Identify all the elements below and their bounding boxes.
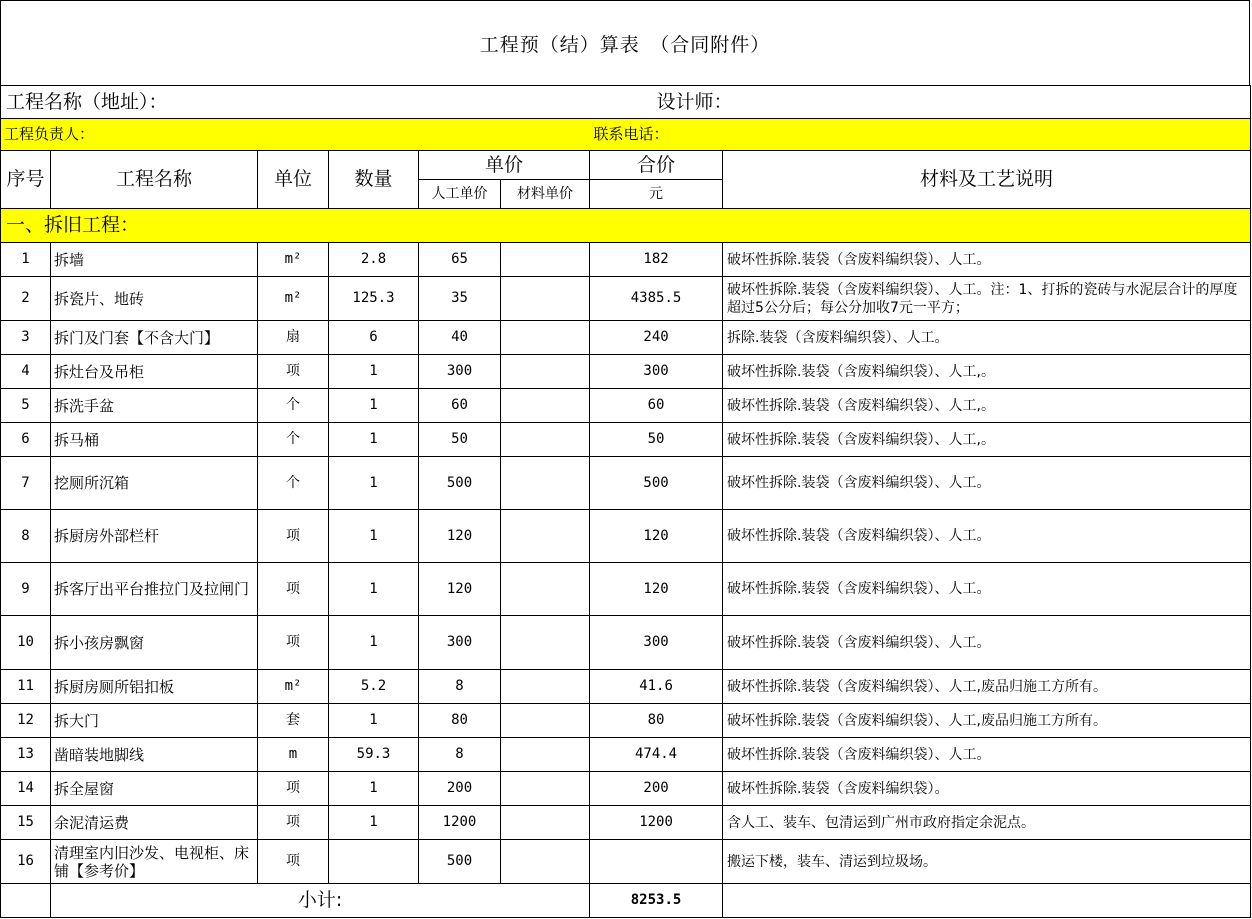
material-price-cell[interactable] (501, 738, 590, 772)
project-name-label: 工程名称（地址）： (6, 90, 168, 113)
item-name-cell[interactable]: 拆大门 (51, 704, 258, 738)
qty-cell[interactable]: 1 (329, 389, 419, 423)
item-name-cell[interactable]: 拆墙 (51, 243, 258, 277)
header-unit-price[interactable]: 单价 (419, 151, 590, 180)
labor-price-cell[interactable]: 8 (419, 738, 501, 772)
subtotal-row (1, 884, 1251, 918)
qty-cell[interactable] (329, 840, 419, 884)
labor-price-cell[interactable]: 60 (419, 389, 501, 423)
qty-cell[interactable]: 1 (329, 806, 419, 840)
material-price-cell[interactable] (501, 563, 590, 616)
desc-cell[interactable]: 破坏性拆除.装袋（含废料编织袋）、人工,废品归施工方所有。 (723, 670, 1251, 704)
desc-cell[interactable]: 破坏性拆除.装袋（含废料编织袋）、人工,。 (723, 423, 1251, 457)
seq-cell[interactable]: 1 (1, 243, 51, 277)
labor-price-cell[interactable]: 40 (419, 321, 501, 355)
labor-price-cell[interactable]: 65 (419, 243, 501, 277)
desc-cell[interactable]: 破坏性拆除.装袋（含废料编织袋）、人工,。 (723, 355, 1251, 389)
material-price-cell[interactable] (501, 423, 590, 457)
subtotal-empty-cell[interactable] (1, 884, 51, 918)
material-price-cell[interactable] (501, 510, 590, 563)
unit-cell[interactable]: 个 (258, 389, 329, 423)
desc-cell[interactable]: 破坏性拆除.装袋（含废料编织袋）、人工。 (723, 738, 1251, 772)
labor-price-cell[interactable]: 80 (419, 704, 501, 738)
unit-cell[interactable]: 项 (258, 355, 329, 389)
total-cell[interactable]: 50 (590, 423, 723, 457)
table-row (1, 772, 1251, 806)
qty-cell[interactable]: 1 (329, 772, 419, 806)
qty-cell[interactable]: 2.8 (329, 243, 419, 277)
seq-cell[interactable]: 12 (1, 704, 51, 738)
unit-cell[interactable]: m² (258, 277, 329, 321)
total-cell[interactable]: 500 (590, 457, 723, 510)
labor-price-cell[interactable]: 300 (419, 616, 501, 670)
table-row (1, 321, 1251, 355)
table-row (1, 806, 1251, 840)
sheet-title: 工程预（结）算表 （合同附件） (479, 33, 771, 56)
material-price-cell[interactable] (501, 389, 590, 423)
total-cell[interactable]: 41.6 (590, 670, 723, 704)
header-total-unit[interactable]: 元 (590, 180, 723, 209)
item-name-cell[interactable]: 拆客厅出平台推拉门及拉闸门 (51, 563, 258, 616)
labor-price-cell[interactable]: 500 (419, 840, 501, 884)
seq-cell[interactable]: 14 (1, 772, 51, 806)
unit-cell[interactable]: 项 (258, 806, 329, 840)
project-name-cell[interactable] (1, 86, 590, 119)
item-name-cell[interactable]: 拆全屋窗 (51, 772, 258, 806)
total-cell[interactable]: 120 (590, 510, 723, 563)
header-material-price[interactable]: 材料单价 (501, 180, 590, 209)
manager-info-row (1, 119, 1251, 151)
subtotal-desc-cell[interactable] (723, 884, 1251, 918)
labor-price-cell[interactable]: 500 (419, 457, 501, 510)
table-row (1, 457, 1251, 510)
material-price-cell[interactable] (501, 704, 590, 738)
total-cell[interactable]: 200 (590, 772, 723, 806)
table-row (1, 616, 1251, 670)
total-cell[interactable]: 300 (590, 616, 723, 670)
seq-cell[interactable]: 3 (1, 321, 51, 355)
unit-cell[interactable]: 项 (258, 510, 329, 563)
header-qty[interactable]: 数量 (329, 151, 419, 209)
table-row (1, 355, 1251, 389)
total-cell[interactable]: 240 (590, 321, 723, 355)
item-name-cell[interactable]: 拆洗手盆 (51, 389, 258, 423)
desc-cell[interactable]: 破坏性拆除.装袋（含废料编织袋）。 (723, 772, 1251, 806)
desc-cell[interactable]: 破坏性拆除.装袋（含废料编织袋）、人工。注：1、打拆的瓷砖与水泥层合计的厚度超过5公分后；每公分加收7元一平方； (723, 277, 1251, 321)
desc-cell[interactable]: 含人工、装车、包清运到广州市政府指定余泥点。 (723, 806, 1251, 840)
project-info-row (1, 86, 1251, 119)
desc-cell[interactable]: 破坏性拆除.装袋（含废料编织袋）、人工。 (723, 510, 1251, 563)
desc-cell[interactable]: 破坏性拆除.装袋（含废料编织袋）、人工,。 (723, 389, 1251, 423)
item-name-cell[interactable]: 拆厨房厕所铝扣板 (51, 670, 258, 704)
qty-cell[interactable]: 6 (329, 321, 419, 355)
header-desc[interactable]: 材料及工艺说明 (723, 151, 1251, 209)
qty-cell[interactable]: 1 (329, 457, 419, 510)
table-row (1, 704, 1251, 738)
material-price-cell[interactable] (501, 806, 590, 840)
seq-cell[interactable]: 6 (1, 423, 51, 457)
seq-cell[interactable]: 2 (1, 277, 51, 321)
header-seq[interactable]: 序号 (1, 151, 51, 209)
material-price-cell[interactable] (501, 243, 590, 277)
desc-cell[interactable]: 搬运下楼，装车、清运到垃圾场。 (723, 840, 1251, 884)
seq-cell[interactable]: 5 (1, 389, 51, 423)
unit-cell[interactable]: 套 (258, 704, 329, 738)
unit-cell[interactable]: 项 (258, 563, 329, 616)
qty-cell[interactable]: 59.3 (329, 738, 419, 772)
total-cell[interactable]: 120 (590, 563, 723, 616)
table-row (1, 840, 1251, 884)
item-name-cell[interactable]: 拆马桶 (51, 423, 258, 457)
item-name-cell[interactable]: 拆门及门套【不含大门】 (51, 321, 258, 355)
seq-cell[interactable]: 15 (1, 806, 51, 840)
item-name-cell[interactable]: 挖厕所沉箱 (51, 457, 258, 510)
unit-cell[interactable]: 项 (258, 616, 329, 670)
desc-cell[interactable]: 拆除.装袋（含废料编织袋）、人工。 (723, 321, 1251, 355)
total-cell[interactable]: 1200 (590, 806, 723, 840)
header-row-1 (1, 151, 1251, 180)
unit-cell[interactable]: m² (258, 670, 329, 704)
material-price-cell[interactable] (501, 321, 590, 355)
total-cell[interactable]: 300 (590, 355, 723, 389)
seq-cell[interactable]: 4 (1, 355, 51, 389)
header-labor-price[interactable]: 人工单价 (419, 180, 501, 209)
total-cell[interactable]: 474.4 (590, 738, 723, 772)
qty-cell[interactable]: 1 (329, 510, 419, 563)
qty-cell[interactable]: 125.3 (329, 277, 419, 321)
designer-label: 设计师： (656, 90, 733, 113)
seq-cell[interactable]: 8 (1, 510, 51, 563)
qty-cell[interactable]: 1 (329, 616, 419, 670)
phone-cell[interactable] (590, 119, 1251, 151)
seq-cell[interactable]: 11 (1, 670, 51, 704)
item-name-cell[interactable]: 拆灶台及吊柜 (51, 355, 258, 389)
table-row (1, 670, 1251, 704)
header-unit[interactable]: 单位 (258, 151, 329, 209)
desc-cell[interactable]: 破坏性拆除.装袋（含废料编织袋）、人工。 (723, 243, 1251, 277)
total-cell[interactable]: 4385.5 (590, 277, 723, 321)
qty-cell[interactable]: 1 (329, 563, 419, 616)
material-price-cell[interactable] (501, 457, 590, 510)
unit-cell[interactable]: 扇 (258, 321, 329, 355)
qty-cell[interactable]: 1 (329, 355, 419, 389)
material-price-cell[interactable] (501, 670, 590, 704)
title-cell[interactable] (0, 0, 1250, 85)
labor-price-cell[interactable]: 300 (419, 355, 501, 389)
seq-cell[interactable]: 9 (1, 563, 51, 616)
phone-label: 联系电话： (593, 125, 669, 143)
labor-price-cell[interactable]: 120 (419, 510, 501, 563)
labor-price-cell[interactable]: 1200 (419, 806, 501, 840)
table-row (1, 510, 1251, 563)
section-row (1, 209, 1251, 243)
unit-cell[interactable]: 个 (258, 423, 329, 457)
unit-cell[interactable]: m (258, 738, 329, 772)
table-row (1, 738, 1251, 772)
budget-table (0, 85, 1251, 918)
item-name-cell[interactable]: 清理室内旧沙发、电视柜、床铺【参考价】 (51, 840, 258, 884)
item-name-cell[interactable]: 拆瓷片、地砖 (51, 277, 258, 321)
material-price-cell[interactable] (501, 616, 590, 670)
desc-cell[interactable]: 破坏性拆除.装袋（含废料编织袋）、人工,废品归施工方所有。 (723, 704, 1251, 738)
section-title[interactable]: 一、拆旧工程： (1, 209, 1251, 243)
table-row (1, 277, 1251, 321)
qty-cell[interactable]: 1 (329, 423, 419, 457)
material-price-cell[interactable] (501, 277, 590, 321)
seq-cell[interactable]: 10 (1, 616, 51, 670)
unit-cell[interactable]: 项 (258, 840, 329, 884)
subtotal-label[interactable]: 小计: (51, 884, 590, 918)
material-price-cell[interactable] (501, 772, 590, 806)
total-cell[interactable]: 182 (590, 243, 723, 277)
item-name-cell[interactable]: 拆厨房外部栏杆 (51, 510, 258, 563)
seq-cell[interactable]: 16 (1, 840, 51, 884)
seq-cell[interactable]: 13 (1, 738, 51, 772)
table-row (1, 563, 1251, 616)
seq-cell[interactable]: 7 (1, 457, 51, 510)
total-cell[interactable] (590, 840, 723, 884)
header-name[interactable]: 工程名称 (51, 151, 258, 209)
table-row (1, 423, 1251, 457)
manager-label: 工程负责人： (4, 125, 95, 143)
subtotal-value[interactable]: 8253.5 (590, 884, 723, 918)
labor-price-cell[interactable]: 120 (419, 563, 501, 616)
designer-cell[interactable] (590, 86, 1251, 119)
manager-cell[interactable] (1, 119, 590, 151)
labor-price-cell[interactable]: 50 (419, 423, 501, 457)
unit-cell[interactable]: 项 (258, 772, 329, 806)
unit-cell[interactable]: 个 (258, 457, 329, 510)
table-row (1, 389, 1251, 423)
material-price-cell[interactable] (501, 355, 590, 389)
labor-price-cell[interactable]: 200 (419, 772, 501, 806)
unit-cell[interactable]: m² (258, 243, 329, 277)
total-cell[interactable]: 60 (590, 389, 723, 423)
item-name-cell[interactable]: 拆小孩房飘窗 (51, 616, 258, 670)
labor-price-cell[interactable]: 8 (419, 670, 501, 704)
desc-cell[interactable]: 破坏性拆除.装袋（含废料编织袋）、人工。 (723, 616, 1251, 670)
item-name-cell[interactable]: 余泥清运费 (51, 806, 258, 840)
material-price-cell[interactable] (501, 840, 590, 884)
desc-cell[interactable]: 破坏性拆除.装袋（含废料编织袋）、人工。 (723, 457, 1251, 510)
qty-cell[interactable]: 5.2 (329, 670, 419, 704)
qty-cell[interactable]: 1 (329, 704, 419, 738)
header-total[interactable]: 合价 (590, 151, 723, 180)
table-row (1, 243, 1251, 277)
total-cell[interactable]: 80 (590, 704, 723, 738)
labor-price-cell[interactable]: 35 (419, 277, 501, 321)
desc-cell[interactable]: 破坏性拆除.装袋（含废料编织袋）、人工。 (723, 563, 1251, 616)
item-name-cell[interactable]: 凿暗装地脚线 (51, 738, 258, 772)
